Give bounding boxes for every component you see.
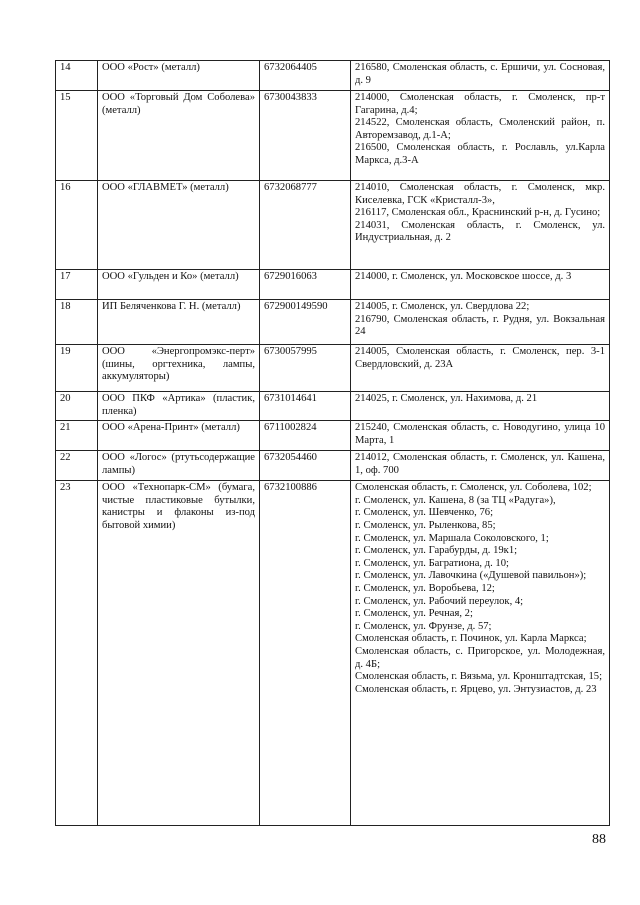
address-cell — [351, 91, 610, 181]
tax-id: 672900149590 — [260, 300, 351, 345]
address-line: г. Смоленск, ул. Гарабурды, д. 19к1; — [355, 545, 518, 557]
address-line: г. Смоленск, ул. Речная, 2; — [355, 608, 473, 620]
table-row — [56, 345, 610, 392]
tax-id: 6732100886 — [260, 481, 351, 826]
tax-id: 6732064405 — [260, 61, 351, 91]
company-name: ООО «Рост» (металл) — [98, 61, 260, 91]
table-row — [56, 392, 610, 421]
table-row — [56, 91, 610, 181]
company-name: ООО «Энергопромэкс-перт» (шины, оргтехника, лампы, аккумуляторы) — [98, 345, 260, 392]
tax-id: 6711002824 — [260, 421, 351, 451]
row-number: 15 — [56, 91, 98, 181]
address-line: г. Смоленск, ул. Воробьева, 12; — [355, 582, 495, 594]
table-row — [56, 181, 610, 270]
address-line: г. Смоленск, ул. Фрунзе, д. 57; — [355, 620, 492, 632]
address-cell — [351, 300, 610, 345]
table-row — [56, 451, 610, 481]
tax-id: 6732054460 — [260, 451, 351, 481]
row-number: 19 — [56, 345, 98, 392]
address-line: Смоленская область, г. Починок, ул. Карла Маркса; — [355, 633, 587, 645]
address-cell — [351, 451, 610, 481]
company-name: ООО «ГЛАВМЕТ» (металл) — [98, 181, 260, 270]
row-number: 22 — [56, 451, 98, 481]
address-line: г. Смоленск, ул. Маршала Соколовского, 1; — [355, 532, 549, 544]
company-name: ООО «Торговый Дом Соболева» (металл) — [98, 91, 260, 181]
address-line: Смоленская область, г. Ярцево, ул. Энтузиастов, д. 23 — [355, 683, 597, 695]
address-line: Смоленская область, г. Вязьма, ул. Кронштадтская, 15; — [355, 671, 603, 683]
address-line: г. Смоленск, ул. Рабочий переулок, 4; — [355, 595, 524, 607]
tax-id: 6729016063 — [260, 270, 351, 300]
address-line: 216117, Смоленская обл., Краснинский р-н, д. Гусино; — [355, 207, 601, 219]
address-line: г. Смоленск, ул. Багратиона, д. 10; — [355, 557, 509, 569]
address-line: 215240, Смоленская область, с. Новодугино, улица 10 Марта, 1 — [355, 422, 605, 446]
address-line: 216580, Смоленская область, с. Ершичи, ул. Сосновая, д. 9 — [355, 62, 605, 86]
address-line: 216500, Смоленская область, г. Рославль, ул.Карла Маркса, д.3-А — [355, 142, 605, 166]
table-row — [56, 421, 610, 451]
address-cell — [351, 392, 610, 421]
table-row — [56, 270, 610, 300]
company-name: ООО ПКФ «Артика» (пластик, пленка) — [98, 392, 260, 421]
company-name: ООО «Технопарк-СМ» (бумага, чистые пластиковые бутылки, канистры и флаконы из-под бытовой химии) — [98, 481, 260, 826]
address-line: 214005, г. Смоленск, ул. Свердлова 22; — [355, 301, 530, 312]
row-number: 18 — [56, 300, 98, 345]
address-line: 214000, Смоленская область, г. Смоленск, пр-т Гагарина, д.4; — [355, 92, 605, 116]
company-registry-table — [55, 60, 610, 826]
address-line: 214012, Смоленская область, г. Смоленск, ул. Кашена, 1, оф. 700 — [355, 452, 605, 476]
row-number: 20 — [56, 392, 98, 421]
company-name: ООО «Логос» (ртутьсодержащие лампы) — [98, 451, 260, 481]
company-name: ООО «Арена-Принт» (металл) — [98, 421, 260, 451]
address-line: Смоленская область, с. Пригорское, ул. Молодежная, д. 4Б; — [355, 645, 605, 670]
table-row — [56, 300, 610, 345]
company-name: ИП Беляченкова Г. Н. (металл) — [98, 300, 260, 345]
row-number: 23 — [56, 481, 98, 826]
address-line: 214031, Смоленская область, г. Смоленск, ул. Индустриальная, д. 2 — [355, 219, 605, 244]
address-cell — [351, 421, 610, 451]
address-cell — [351, 481, 610, 826]
address-line: г. Смоленск, ул. Кашена, 8 (за ТЦ «Радуга»), — [355, 494, 556, 506]
address-line: г. Смоленск, ул. Шевченко, 76; — [355, 507, 494, 519]
row-number: 16 — [56, 181, 98, 270]
tax-id: 6731014641 — [260, 392, 351, 421]
row-number: 17 — [56, 270, 98, 300]
address-cell — [351, 61, 610, 91]
address-line: 214522, Смоленская область, Смоленский район, п. Авторемзавод, д.1-А; — [355, 117, 605, 141]
company-name: ООО «Гульден и Ко» (металл) — [98, 270, 260, 300]
row-number: 21 — [56, 421, 98, 451]
tax-id: 6730057995 — [260, 345, 351, 392]
page-number: 88 — [592, 832, 606, 847]
table-row — [56, 481, 610, 826]
row-number: 14 — [56, 61, 98, 91]
address-line: г. Смоленск, ул. Лавочкина («Душевой павильон»); — [355, 570, 587, 582]
address-line: г. Смоленск, ул. Рыленкова, 85; — [355, 519, 496, 531]
address-line: 214025, г. Смоленск, ул. Нахимова, д. 21 — [355, 393, 538, 404]
address-cell — [351, 345, 610, 392]
address-line: 216790, Смоленская область, г. Рудня, ул. Вокзальная 24 — [355, 313, 605, 338]
address-cell — [351, 181, 610, 270]
tax-id: 6730043833 — [260, 91, 351, 181]
address-line: 214000, г. Смоленск, ул. Московское шоссе, д. 3 — [355, 271, 572, 282]
address-line: 214005, Смоленская область, г. Смоленск, пер. 3-1 Свердловский, д. 23А — [355, 346, 605, 370]
address-line: Смоленская область, г. Смоленск, ул. Соболева, 102; — [355, 482, 592, 494]
table-row — [56, 61, 610, 91]
address-line: 214010, Смоленская область, г. Смоленск, мкр. Киселевка, ГСК «Кристалл-3», — [355, 182, 605, 206]
tax-id: 6732068777 — [260, 181, 351, 270]
address-cell — [351, 270, 610, 300]
